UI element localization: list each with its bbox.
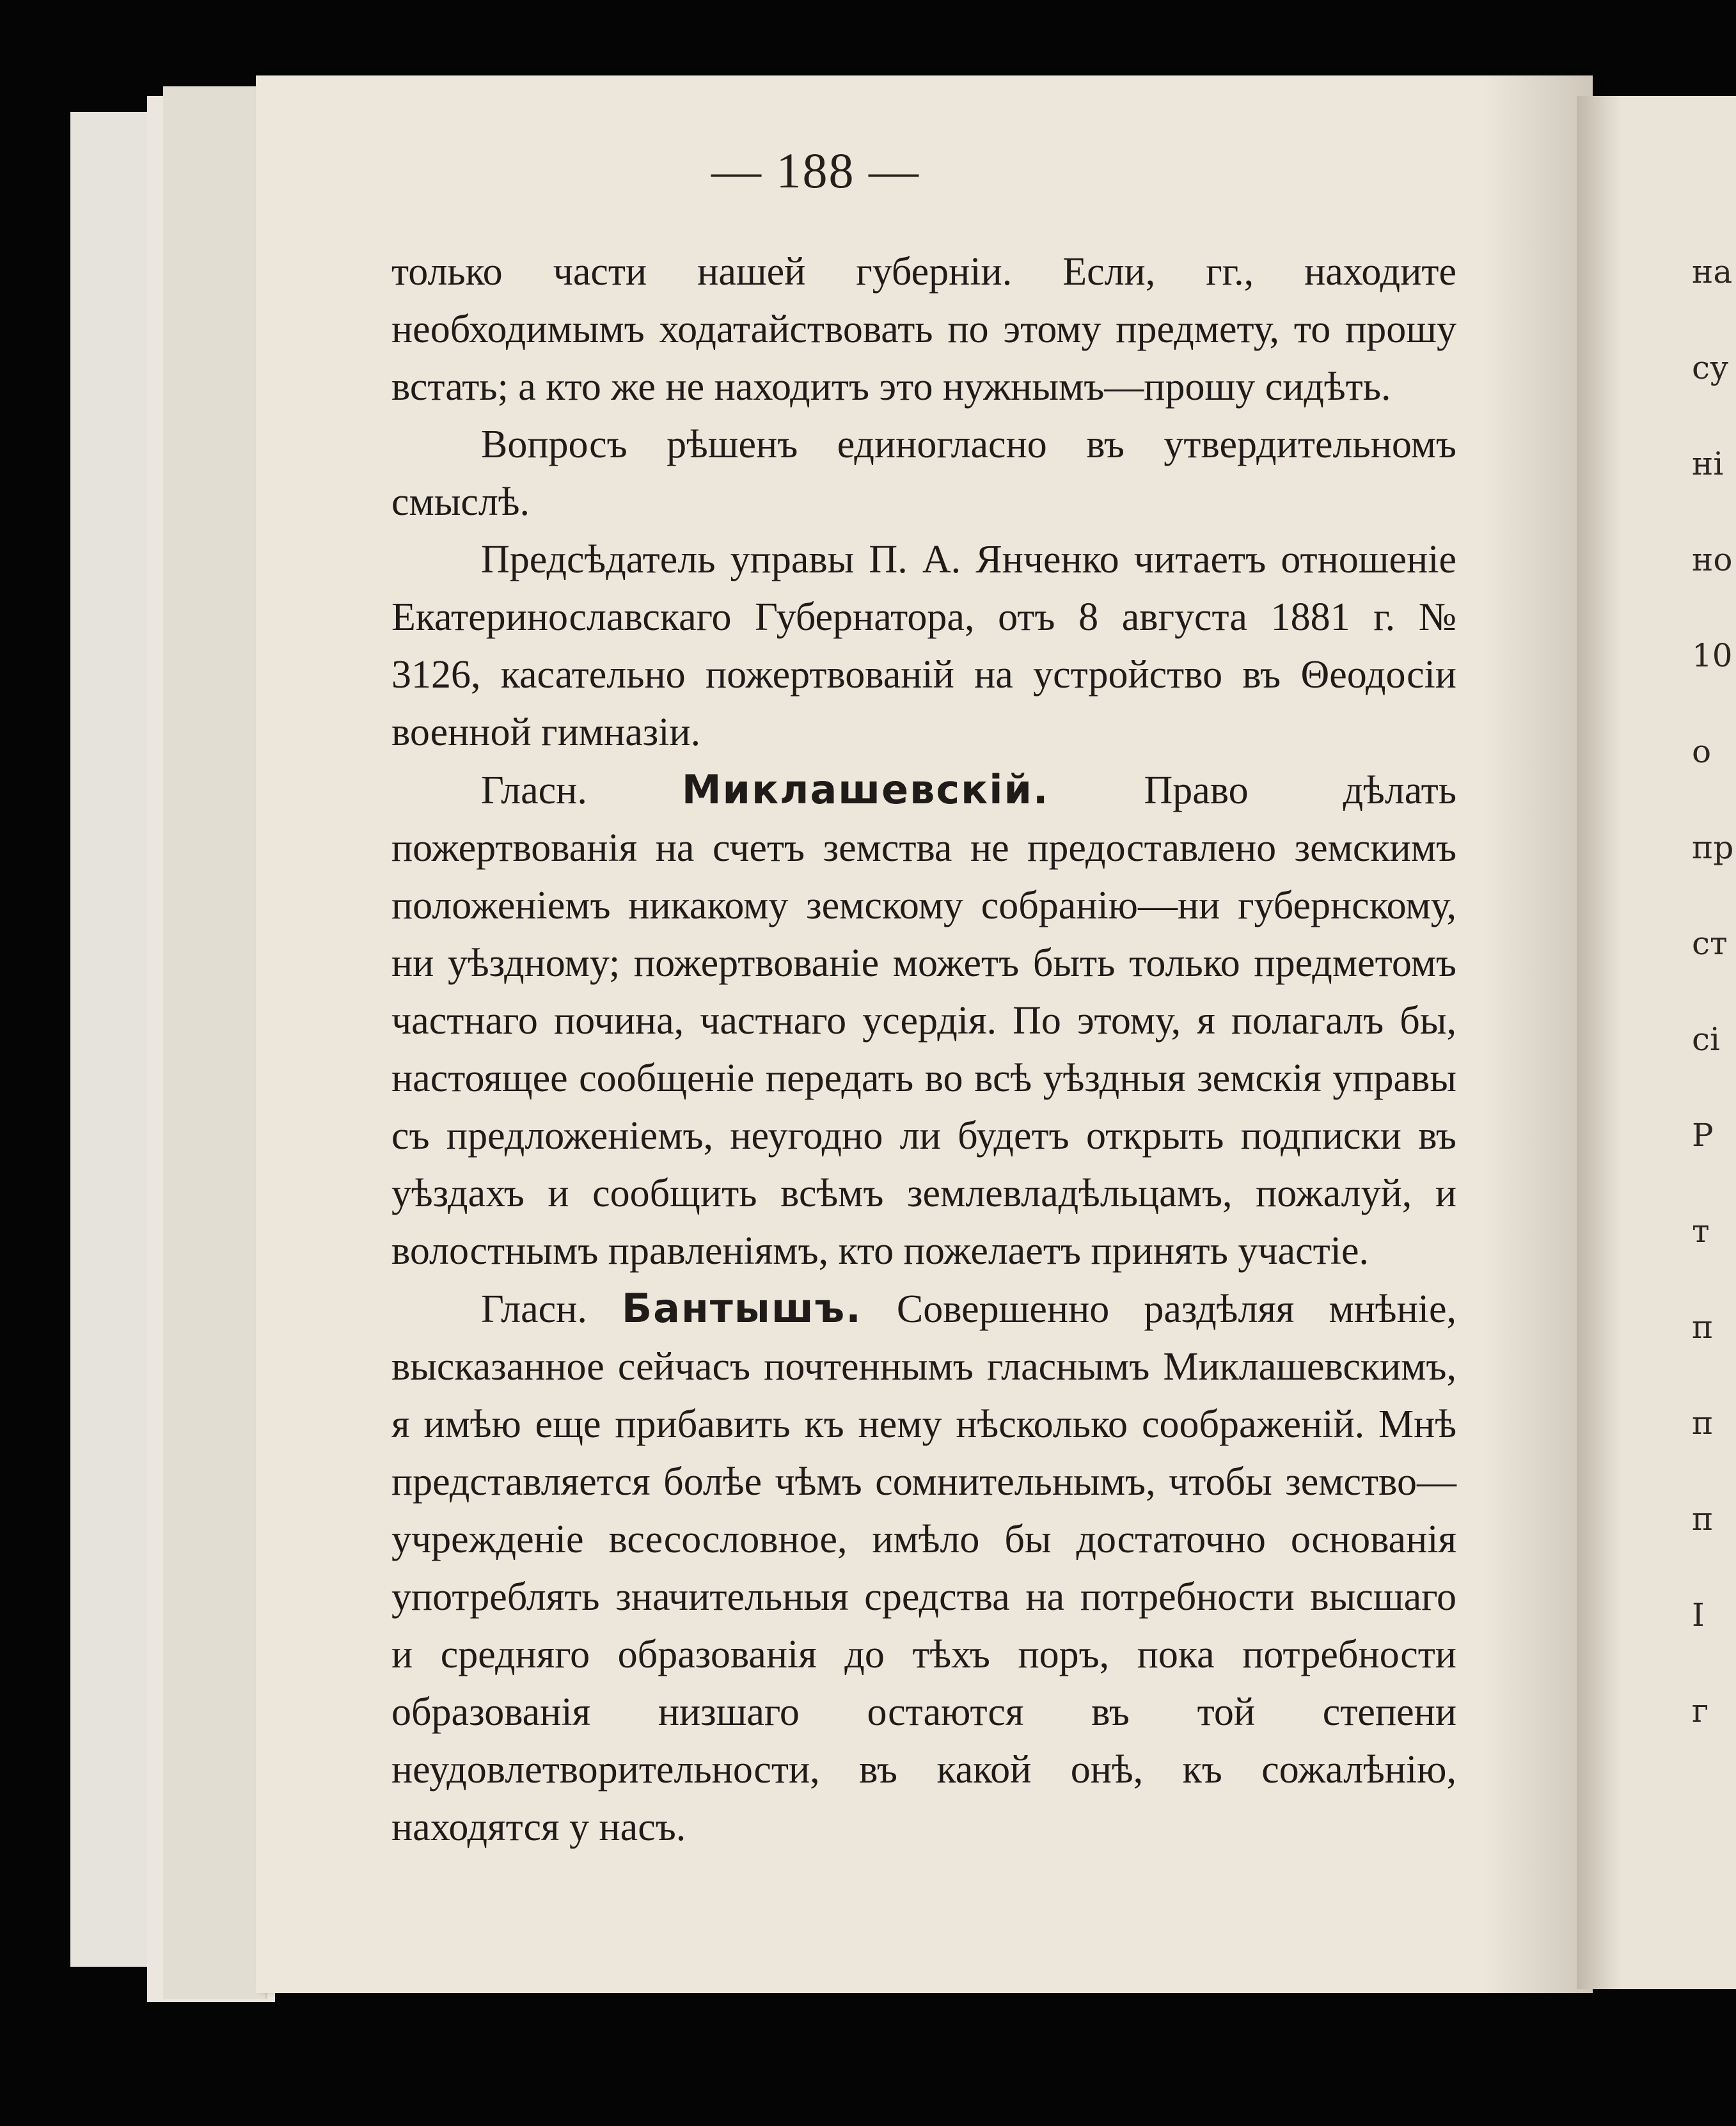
facing-fragment: п [1692,1500,1714,1538]
facing-page [1577,96,1736,1989]
facing-fragment: о [1692,733,1712,770]
paragraph [391,531,1456,761]
paragraph-text: только части нашей губерніи. Если, гг., находите необходимымъ ходатайствовать по этому предмету, то прошу встать; а кто же не находитъ это нужнымъ—прошу сидѣть. [391,250,1456,409]
book-page-edge [163,86,267,1999]
paragraph-text: Вопросъ рѣшенъ единогласно въ утвердительномъ смыслѣ. [391,423,1456,524]
paragraph [391,761,1456,1280]
facing-fragment: г [1692,1692,1709,1729]
paragraph [391,243,1456,416]
facing-fragment: п [1692,1405,1714,1442]
facing-fragment: 10 [1692,637,1733,674]
facing-fragment: І [1692,1596,1705,1634]
facing-fragment: ні [1692,445,1724,482]
paragraph-text: Предсѣдатель управы П. А. Янченко читаетъ отношеніе Екатеринославскаго Губернатора, отъ 8 августа 1881 г. № 3126, касательно пожертвованій на устройство въ Θеодосіи военной гимназіи. [391,538,1456,754]
facing-fragment: Р [1692,1117,1714,1154]
facing-fragment: сі [1692,1021,1720,1058]
paragraph-text: Право дѣлать пожертвованія на счетъ земства не предоставлено земскимъ положеніемъ никакому земскому собранію—ни губернскому, ни уѣздному; пожертвованіе можетъ быть только предметомъ частнаго почина, частнаго усердія. По этому, я полагалъ бы, настоящее сообщеніе передать во всѣ уѣздныя земскія управы съ предложеніемъ, неугодно ли будетъ открыть подписки въ уѣздахъ и сообщить всѣмъ землевладѣльцамъ, пожалуй, и волостнымъ правленіямъ, кто пожелаетъ принять участіе. [391,769,1457,1273]
paragraph [391,1280,1456,1856]
facing-fragment: ст [1692,925,1728,962]
facing-fragment: т [1692,1213,1710,1250]
facing-page-text-fragments [1692,224,1736,1759]
facing-gutter-shadow [1577,96,1622,1989]
page-number: — 188 — [711,143,920,198]
speaker-prefix: Гласн. [481,1287,587,1331]
speaker-name: Бантышъ. [621,1285,862,1332]
speaker-prefix: Гласн. [481,769,587,812]
facing-fragment: на [1692,253,1733,290]
facing-fragment: пр [1692,829,1734,866]
facing-fragment: п [1692,1309,1714,1346]
paragraph [391,416,1456,531]
facing-fragment: су [1692,349,1729,386]
facing-fragment: но [1692,541,1733,578]
page-text-block [391,243,1456,1856]
speaker-name: Миклашевскій. [681,766,1050,813]
paragraph-text: Совершенно раздѣляя мнѣніе, высказанное сейчасъ почтеннымъ гласнымъ Миклашевскимъ, я имѣю еще прибавить къ нему нѣсколько соображеній. Мнѣ представляется болѣе чѣмъ сомнительнымъ, чтобы земство—учрежденіе всесословное, имѣло бы достаточно основанія употреблять значительныя средства на потребности высшаго и средняго образованія до тѣхъ поръ, пока потребности образованія низшаго остаются въ той степени неудовлетворительности, въ какой онѣ, къ сожалѣнію, находятся у насъ. [391,1287,1456,1849]
